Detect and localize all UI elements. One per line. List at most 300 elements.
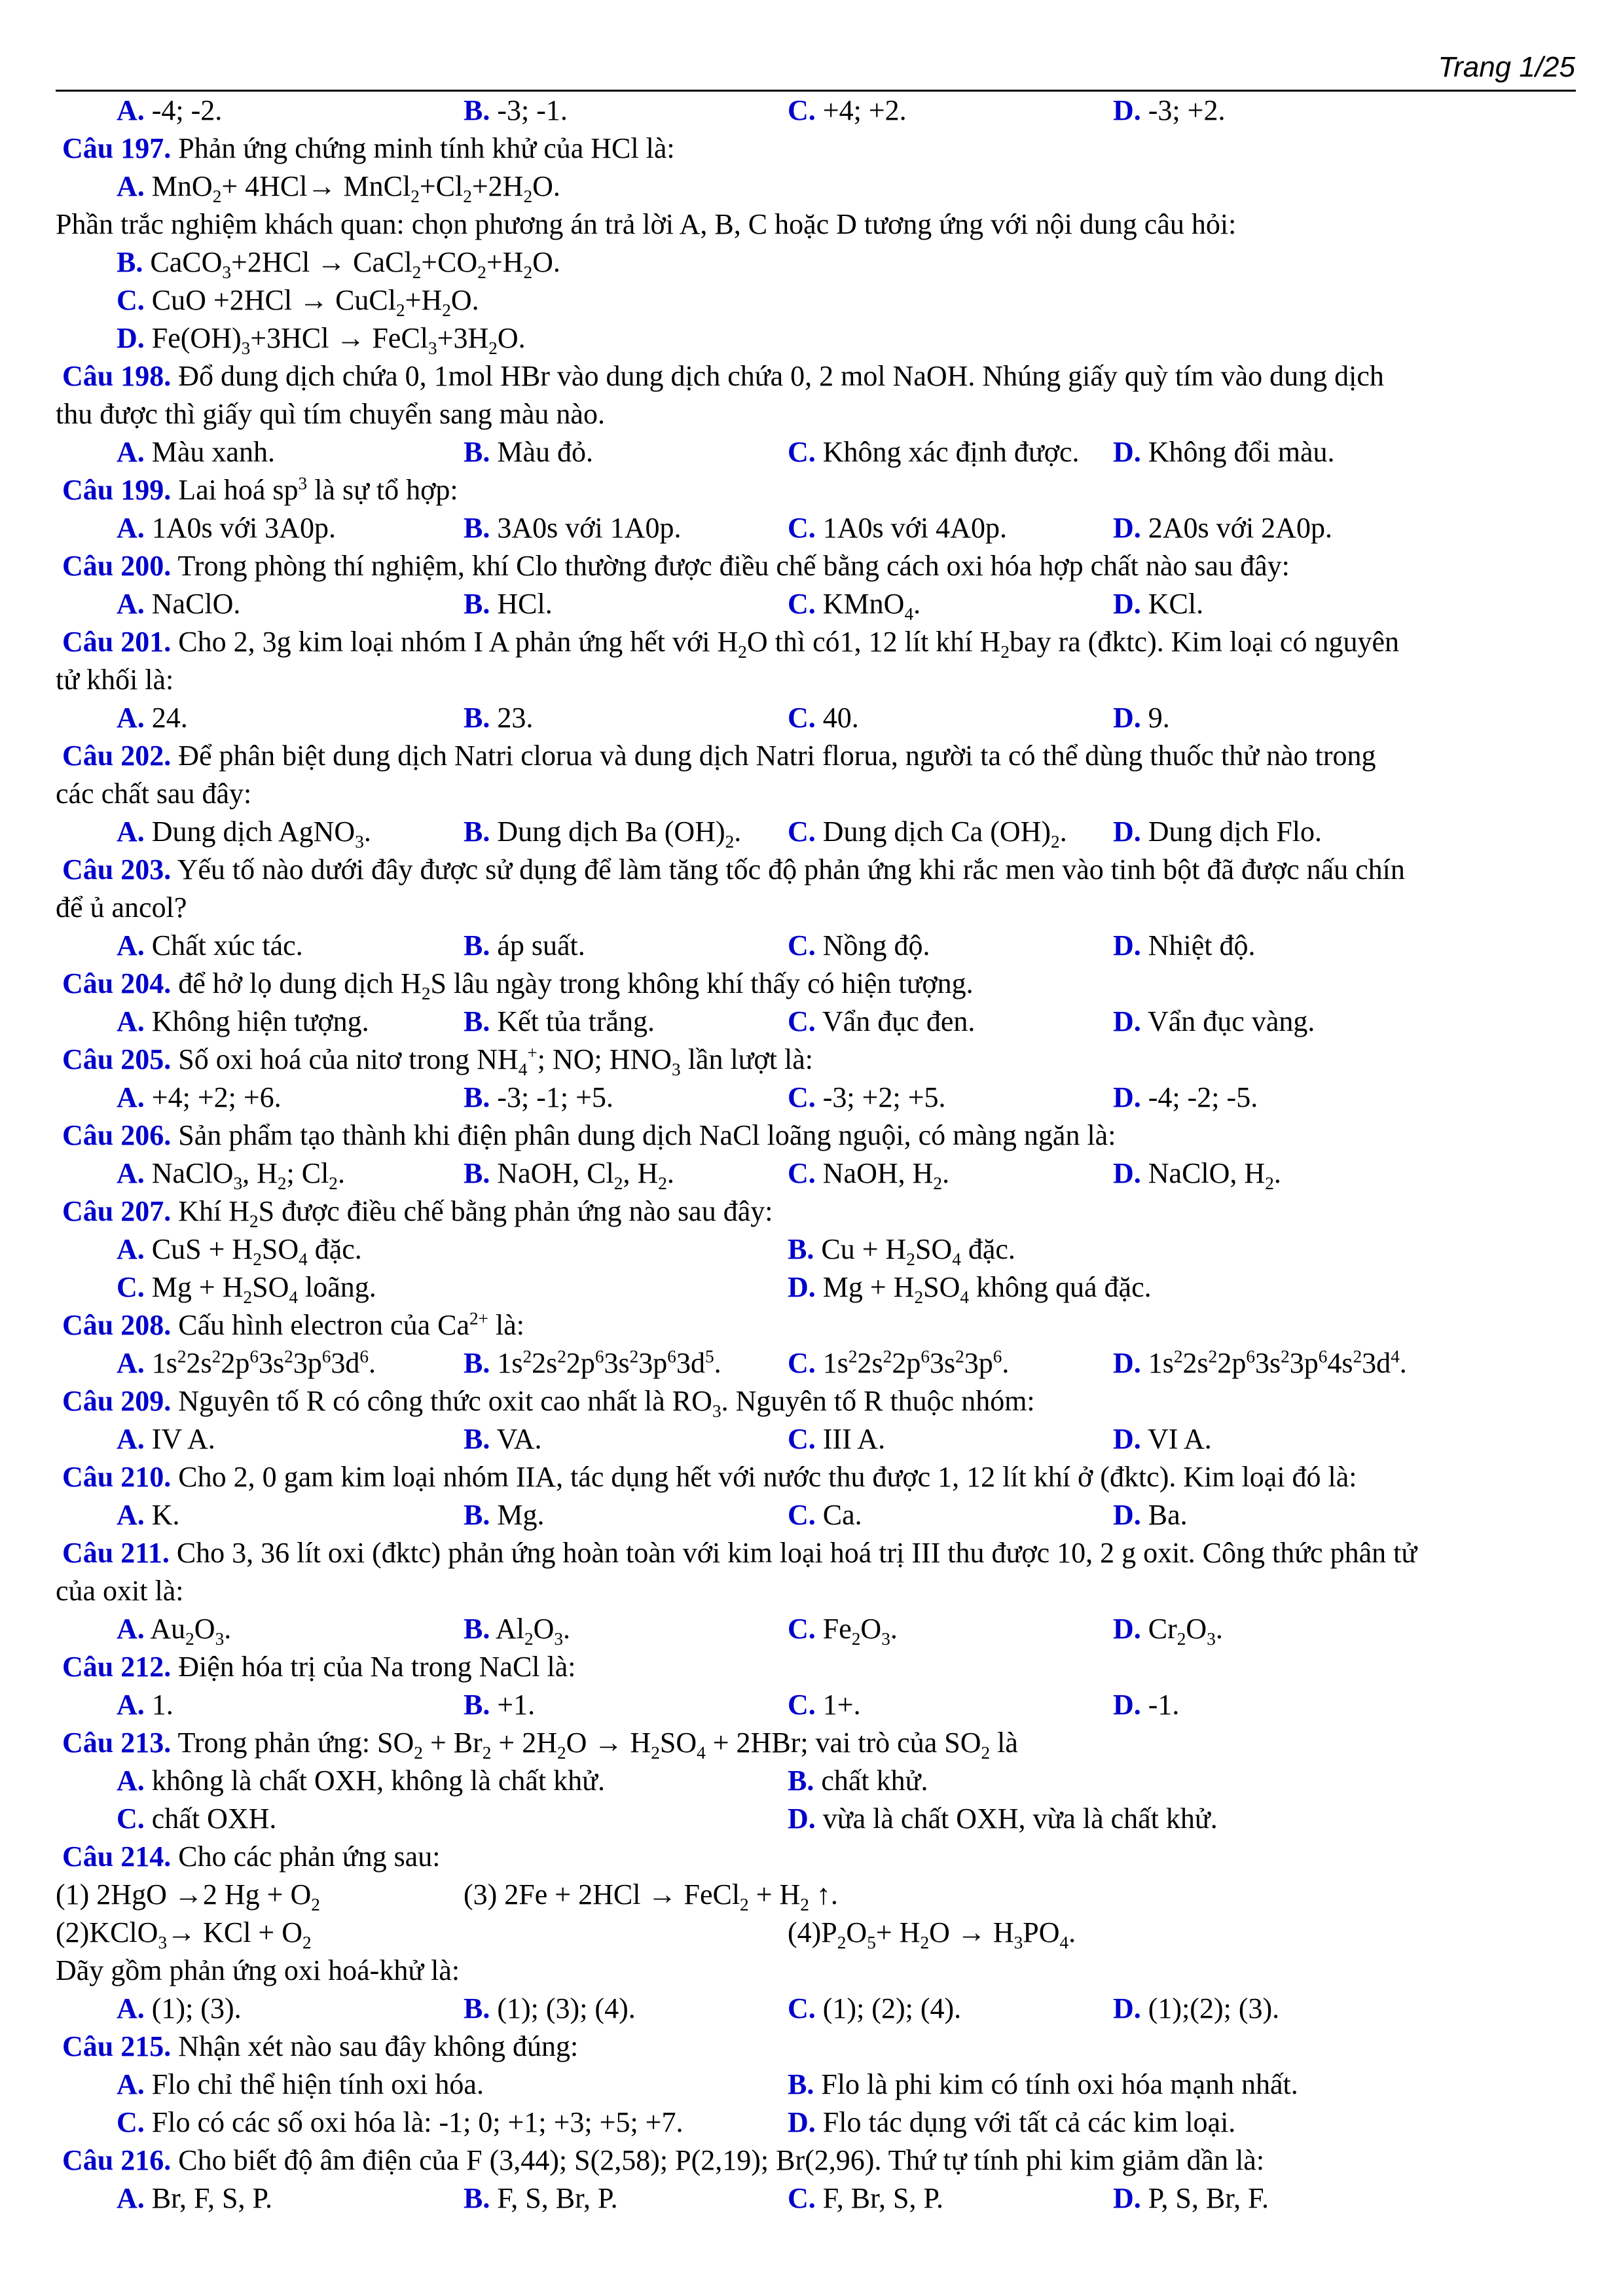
text-content: Dung dịch Ca $(OH)_2$. [815,816,1067,852]
text-content: Màu đỏ. [490,436,594,468]
answer-option [788,585,921,623]
option-letter: C. [788,1992,816,2024]
body-text [56,395,605,433]
answer-option [117,1420,215,1458]
option-letter: B. [788,1765,814,1797]
option-letter: D. [1113,512,1141,544]
option-letter: A. [117,2068,145,2100]
text-content: Mg. [490,1499,545,1531]
text-content: Flo có các số oxi hóa là: -1; 0; +1; +3; +5; +7. [144,2106,684,2138]
text-content: III A. [815,1423,886,1455]
text-content: vừa là chất OXH, vừa là chất khử. [815,1803,1218,1835]
body-text [56,1572,184,1610]
option-letter: B. [464,436,490,468]
text-content: Dung dịch Ba $(OH)_2$. [490,816,742,852]
answer-option [1113,585,1203,623]
text-content: Phản ứng chứng minh tính khử của HCl là: [171,132,675,164]
option-letter: A. [117,1423,145,1455]
text-content: 40. [815,702,859,734]
text-content: Cấu hình electron của $Ca^{2+}$ là: [171,1308,524,1341]
option-letter: C. [788,1081,816,1113]
answer-option [117,2179,272,2217]
answer-option [788,1686,861,1724]
option-letter: B. [464,1689,490,1721]
answer-option [788,1420,885,1458]
option-letter: D. [1113,1613,1141,1645]
text-content: để ủ ancol? [56,891,187,924]
option-letter: A. [117,929,145,961]
body-text [56,889,187,927]
answer-option [788,1496,862,1534]
text-content: Cho 2, 0 gam kim loại nhóm IIA, tác dụng hết với nước thu được 1, 12 lít khí ở (đktc). Kim loại đó là: [171,1461,1357,1493]
text-content: $Au_2O_3$. [144,1613,232,1649]
answer-option [788,927,930,965]
answer-option [117,927,303,965]
text-content: Không hiện tượng. [144,1005,369,1037]
option-letter: C. [788,436,816,468]
answer-option [464,433,593,471]
answer-option [1113,927,1256,965]
option-letter: D. [1113,436,1141,468]
option-letter: B. [464,512,490,544]
text-content: Màu xanh. [144,436,275,468]
option-letter: B. [464,816,490,848]
question-number: Câu 207. [62,1195,172,1227]
question-number: Câu 213. [62,1727,172,1759]
answer-option [1113,1344,1407,1382]
answer-option [464,1420,541,1458]
answer-option [788,1230,1015,1268]
answer-option [117,1496,180,1534]
answer-option [788,1610,898,1648]
text-content: Nồng độ. [815,929,930,961]
text-content: Không xác định được. [815,436,1080,468]
text-content: $(4)P_2O_5+ H_2O \to H_3PO_4$. [788,1916,1076,1952]
text-content: KMnO$_4$. [815,588,921,624]
question-text [62,2142,1264,2179]
text-content: (1); (2); (4). [815,1992,962,2024]
text-content: chất khử. [814,1765,928,1797]
option-letter: C. [788,1157,816,1189]
text-content: -3; -1; +5. [490,1081,613,1113]
question-number: Câu 206. [62,1119,172,1151]
answer-option [788,1344,1009,1382]
body-text [56,661,173,699]
answer-option [117,509,336,547]
option-letter: B. [464,1005,490,1037]
body-text [56,775,251,813]
answer-option [788,1079,946,1117]
text-content: Chất xúc tác. [144,929,303,961]
option-letter: A. [117,512,145,544]
question-text [62,1534,1417,1572]
option-letter: A. [117,1081,145,1113]
option-letter: B. [117,246,143,278]
option-letter: A. [117,1005,145,1037]
text-content: (1);(2); (3). [1140,1992,1280,2024]
text-content: 1+. [815,1689,861,1721]
question-number: Câu 216. [62,2144,172,2176]
text-content: Dãy gồm phản ứng oxi hoá-khử là: [56,1954,460,1986]
text-content: -3; -1. [490,94,568,126]
answer-option [117,319,526,357]
text-content: của oxit là: [56,1575,184,1607]
option-letter: B. [464,1499,490,1531]
option-letter: B. [788,1233,814,1265]
text-content: Vẩn đục đen. [815,1005,976,1037]
answer-option [788,433,1079,471]
option-letter: C. [788,1005,816,1037]
text-content: 2A0s với 2A0p. [1140,512,1332,544]
option-letter: C. [788,1347,816,1379]
text-content: -4; -2. [144,94,223,126]
answer-option [117,92,222,130]
option-letter: C. [788,702,816,734]
answer-option [464,1079,613,1117]
answer-option [117,1990,242,2028]
question-number: Câu 203. [62,853,172,886]
text-content: Dung dịch AgNO$_3$. [144,816,371,852]
option-letter: C. [788,1423,816,1455]
answer-option [1113,2179,1269,2217]
option-letter: D. [1113,1157,1141,1189]
answer-option [788,2104,1235,2142]
text-content: NaClO$_3$, $H_2$; $Cl_2$. [144,1157,345,1193]
question-text [62,1838,440,1876]
answer-option [117,1230,362,1268]
question-text [62,965,974,1003]
option-letter: A. [117,1347,145,1379]
option-letter: B. [464,588,490,620]
option-letter: C. [117,1803,145,1835]
text-content: (3) 2Fe + 2HCl → FeCl$_2$ + $H_2$ ↑. [464,1878,838,1914]
body-text [56,1914,312,1952]
option-letter: A. [117,1689,145,1721]
question-number: Câu 201. [62,626,172,658]
answer-option [117,1155,345,1193]
option-letter: B. [464,1081,490,1113]
answer-option [464,699,533,737]
question-number: Câu 208. [62,1309,172,1341]
option-letter: D. [788,2106,816,2138]
text-content: $Al_2O_3$. [490,1613,570,1649]
option-letter: A. [117,1992,145,2024]
text-content: Ca. [815,1499,862,1531]
body-text [464,1876,838,1914]
option-letter: C. [788,1499,816,1531]
option-letter: B. [464,1347,490,1379]
question-text [62,471,458,509]
text-content: Ba. [1140,1499,1188,1531]
option-letter: C. [788,1613,816,1645]
question-text [62,1117,1116,1155]
answer-option [117,585,240,623]
answer-option [117,243,560,281]
answer-option [788,92,907,130]
option-letter: D. [117,322,145,354]
answer-option [464,1344,721,1382]
text-content: NaClO. [144,588,241,620]
question-number: Câu 215. [62,2030,172,2062]
answer-option [788,1003,975,1041]
question-text [62,1193,773,1230]
text-content: thu được thì giấy quì tím chuyển sang màu nào. [56,398,605,430]
text-content: K. [144,1499,180,1531]
text-content: NaClO, $H_2$. [1140,1157,1281,1193]
text-content: Nhiệt độ. [1140,929,1256,961]
option-letter: A. [117,1499,145,1531]
text-content: Để phân biệt dung dịch Natri clorua và dung dịch Natri florua, người ta có thể dùng thuốc thử nào trong [171,740,1376,772]
question-text [62,1724,1018,1762]
text-content: Đổ dung dịch chứa 0, 1mol HBr vào dung dịch chứa 0, 2 mol NaOH. Nhúng giấy quỳ tím vào dung dịch [171,360,1384,392]
answer-option [464,1686,535,1724]
answer-option [1113,699,1170,737]
answer-option [117,433,275,471]
answer-option [1113,1496,1188,1534]
option-letter: A. [117,436,145,468]
option-letter: D. [788,1271,816,1303]
text-content: Flo chỉ thể hiện tính oxi hóa. [144,2068,484,2100]
answer-option [788,1990,961,2028]
answer-option [464,1990,636,2028]
text-content: IV A. [144,1423,215,1455]
question-number: Câu 199. [62,474,172,506]
option-letter: A. [117,1765,145,1797]
text-content: CuO $+2HCl \to CuCl_2+H_2O$. [144,284,479,320]
text-content: $Fe_2O_3$. [815,1613,898,1649]
answer-option [117,1800,276,1838]
answer-option [1113,813,1322,851]
text-content: Điện hóa trị của Na trong NaCl là: [171,1651,576,1683]
answer-option [788,1800,1218,1838]
answer-option [1113,1686,1179,1724]
question-text [62,357,1384,395]
text-content: HCl. [490,588,553,620]
answer-option [788,813,1067,851]
text-content: 1. [144,1689,173,1721]
text-content: +1. [490,1689,536,1721]
text-content: NaOH, $Cl_2$, $H_2$. [490,1157,674,1193]
question-text [62,130,675,168]
text-content: Nguyên tố R có công thức oxit cao nhất là $RO_3$. Nguyên tố R thuộc nhóm: [171,1385,1035,1421]
option-letter: D. [1113,2182,1141,2214]
text-content: $Mg + H_2SO_4$ loãng. [144,1271,376,1307]
answer-option [464,585,553,623]
text-content: 24. [144,702,188,734]
option-letter: C. [788,929,816,961]
text-content: KCl. [1140,588,1204,620]
text-content: -4; -2; -5. [1140,1081,1258,1113]
text-content: tử khối là: [56,664,174,696]
text-content: $Mg + H_2SO_4$ không quá đặc. [815,1271,1152,1307]
answer-option [117,1686,173,1724]
answer-option [117,168,560,206]
answer-option [464,927,585,965]
answer-option [1113,1420,1212,1458]
body-text [788,1914,1076,1952]
option-letter: C. [117,284,145,316]
answer-option [464,2179,618,2217]
answer-option [117,813,371,851]
answer-option [788,509,1007,547]
text-content: VI A. [1140,1423,1212,1455]
text-content: -3; +2; +5. [815,1081,946,1113]
question-text [62,623,1399,661]
answer-option [1113,433,1335,471]
question-number: Câu 198. [62,360,172,392]
text-content: Số oxi hoá của nitơ trong $NH_4^+$; NO; $HNO_3$ lần lượt là: [171,1043,813,1079]
question-number: Câu 210. [62,1461,172,1493]
text-content: CuS + $H_2SO_4$ đặc. [144,1233,362,1269]
text-content: Dung dịch Flo. [1140,816,1322,848]
text-content: VA. [490,1423,542,1455]
question-text [62,851,1405,889]
option-letter: D. [1113,929,1141,961]
answer-option [464,1155,674,1193]
text-content: Cho các phản ứng sau: [171,1840,441,1873]
answer-option [464,92,568,130]
question-number: Câu 209. [62,1385,172,1417]
text-content: Lai hoá $sp^3$ là sự tổ hợp: [171,473,458,506]
answer-option [1113,1079,1258,1117]
question-text [62,737,1376,775]
text-content: Phần trắc nghiệm khách quan: chọn phương án trả lời A, B, C hoặc D tương ứng với nội dung câu hỏi: [56,208,1237,240]
question-number: Câu 212. [62,1651,172,1683]
answer-option [1113,1003,1315,1041]
question-number: Câu 211. [62,1537,170,1569]
option-letter: C. [788,588,816,620]
question-number: Câu 204. [62,967,172,999]
answer-option [117,281,479,319]
option-letter: D. [1113,1081,1141,1113]
option-letter: A. [117,2182,145,2214]
text-content: Flo là phi kim có tính oxi hóa mạnh nhất. [814,2068,1298,2100]
question-number: Câu 200. [62,550,172,582]
body-text [56,1952,460,1990]
text-content: Khí $H_2S$ được điều chế bằng phản ứng nào sau đây: [171,1195,773,1231]
question-text [62,1041,813,1079]
answer-option [788,2179,943,2217]
text-content: +4; +2. [815,94,907,126]
answer-option [464,509,682,547]
text-content: +4; +2; +6. [144,1081,282,1113]
option-letter: A. [117,94,145,126]
text-content: (2)KClO$_3$→ KCl + $O_2$ [56,1916,312,1952]
option-letter: D. [1113,702,1141,734]
option-letter: B. [464,1157,490,1189]
text-content: Br, F, S, P. [144,2182,273,2214]
answer-option [788,1762,928,1800]
option-letter: B. [464,929,490,961]
answer-option [117,1079,282,1117]
option-letter: A. [117,170,145,202]
option-letter: A. [117,702,145,734]
option-letter: D. [1113,1005,1141,1037]
question-number: Câu 205. [62,1043,172,1075]
text-content: -1. [1140,1689,1180,1721]
answer-option [1113,92,1225,130]
option-letter: A. [117,1157,145,1189]
option-letter: B. [464,2182,490,2214]
text-content: (1) 2HgO →2 $Hg + O_2$ [56,1878,320,1914]
question-text [62,1648,576,1686]
answer-option [464,813,741,851]
option-letter: D. [1113,1992,1141,2024]
option-letter: B. [464,702,490,734]
text-content: $1s^22s^22p^63s^23p^63d^5$. [490,1346,721,1379]
answer-option [464,1003,655,1041]
option-letter: C. [788,512,816,544]
text-content: Trong phản ứng: $SO_2 + Br_2 + 2H_2O \to H_2SO_4 + 2HBr$; vai trò của $SO_2$ là [171,1727,1018,1763]
answer-option [117,1344,376,1382]
answer-option [117,1762,605,1800]
text-content: Nhận xét nào sau đây không đúng: [171,2030,579,2062]
text-content: không là chất OXH, không là chất khử. [144,1765,606,1797]
answer-option [117,1268,376,1306]
answer-option [464,1610,570,1648]
option-letter: D. [788,1803,816,1835]
option-letter: D. [1113,1499,1141,1531]
body-text [56,206,1236,243]
page-number-header: Trang 1/25 [1438,51,1575,83]
option-letter: A. [117,816,145,848]
answer-option [788,1268,1152,1306]
text-content: $Cr_2O_3$. [1140,1613,1223,1649]
text-content: 3A0s với 1A0p. [490,512,682,544]
text-content: F, S, Br, P. [490,2182,618,2214]
text-content: áp suất. [490,929,585,961]
text-content: Flo tác dụng với tất cả các kim loại. [815,2106,1236,2138]
option-letter: D. [1113,94,1141,126]
text-content: Không đổi màu. [1140,436,1335,468]
answer-option [1113,509,1332,547]
text-content: Sản phẩm tạo thành khi điện phân dung dịch NaCl loãng nguội, có màng ngăn là: [171,1119,1116,1151]
answer-option [788,1155,949,1193]
text-content: Kết tủa trắng. [490,1005,655,1037]
question-text [62,547,1290,585]
text-content: để hở lọ dung dịch $H_2S$ lâu ngày trong không khí thấy có hiện tượng. [171,967,974,1003]
text-content: Trong phòng thí nghiệm, khí Clo thường được điều chế bằng cách oxi hóa hợp chất nào sau đây: [171,550,1290,582]
option-letter: B. [464,94,490,126]
text-content: (1); (3). [144,1992,242,2024]
option-letter: D. [1113,816,1141,848]
text-content: F, Br, S, P. [815,2182,944,2214]
question-number: Câu 202. [62,740,172,772]
answer-option [117,2104,683,2142]
answer-option [1113,1990,1279,2028]
option-letter: C. [788,1689,816,1721]
text-content: (1); (3); (4). [490,1992,636,2024]
option-letter: C. [788,2182,816,2214]
option-letter: B. [464,1423,490,1455]
question-number: Câu 214. [62,1840,172,1873]
text-content: Yếu tố nào dưới đây được sử dụng để làm tăng tốc độ phản ứng khi rắc men vào tinh bột đã được nấu chín [171,853,1405,886]
option-letter: A. [117,1613,145,1645]
text-content: $1s^22s^22p^63s^23p^64s^23d^4$. [1140,1346,1407,1379]
text-content: 23. [490,702,534,734]
body-text [56,1876,320,1914]
option-letter: D. [1113,1423,1141,1455]
text-content: $1s^22s^22p^63s^23p^6$. [815,1346,1010,1379]
answer-option [1113,1155,1281,1193]
option-letter: B. [788,2068,814,2100]
question-text [62,1382,1035,1420]
option-letter: A. [117,588,145,620]
text-content: Cho biết độ âm điện của F (3,44); S(2,58); P(2,19); Br(2,96). Thứ tự tính phi kim giảm dần là: [171,2144,1265,2176]
question-text [62,1458,1357,1496]
option-letter: D. [1113,1689,1141,1721]
text-content: 9. [1140,702,1170,734]
